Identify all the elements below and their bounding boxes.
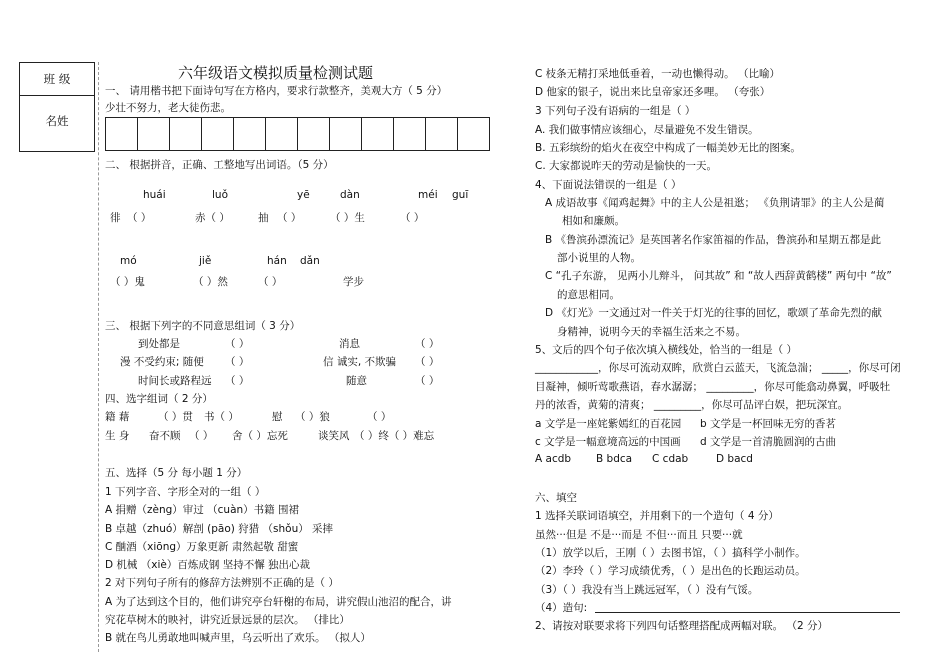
section-4-heading: 四、选字组词（ 2 分） (105, 393, 213, 405)
option[interactable]: C. 大家都说昨天的劳动是愉快的一天。 (535, 160, 718, 172)
word-blank[interactable]: （ ）鬼 (110, 276, 145, 288)
question: 5、文后的四个句子依次填入横线处，恰当的一组是（ ） (535, 344, 798, 356)
name-label: 名姓 (45, 114, 69, 128)
word-blank[interactable]: （ ） (400, 212, 425, 224)
option[interactable]: A. 我们做事情应该细心，尽量避免不发生错误。 (535, 124, 759, 136)
meaning-text: 随意 (346, 375, 367, 387)
question: 1 下列字音、字形全对的一组（ ） (105, 486, 266, 498)
option[interactable]: C “孔子东游， 见两小儿辩斗， 问其故” 和 “故人西辞黄鹤楼” 两句中 “故” (545, 270, 892, 282)
passage-line: 丹的浓香，黄菊的清爽； _________，你尽可品评白娱，把玩深宜。 (535, 399, 849, 411)
answer-blank[interactable]: （ ） (225, 356, 250, 368)
option-cont: 部小说里的人物。 (557, 252, 641, 264)
fill-blank: 慰 (272, 411, 283, 423)
fill-blank[interactable]: （ ） (189, 430, 214, 442)
grid-cell[interactable] (106, 118, 138, 150)
binding-line (98, 62, 99, 652)
option[interactable]: B. 五彩缤纷的焰火在夜空中构成了一幅美妙无比的图案。 (535, 142, 801, 154)
sentence-option: d 文学是一首清脆圆润的古曲 (700, 436, 837, 448)
meaning-text: 到处都是 (138, 338, 180, 350)
fill-blank[interactable]: 书（ ） (204, 411, 239, 423)
fill-blank: 谈笑风 (318, 430, 350, 442)
answer-option[interactable]: C cdab (652, 453, 689, 465)
pinyin: yē (297, 189, 310, 201)
grid-cell[interactable] (202, 118, 234, 150)
word-blank: 学步 (343, 276, 364, 288)
option[interactable]: A 捐赠（zèng）审过 （cuàn）书籍 围裙 (105, 504, 300, 516)
poem-line: 少壮不努力，老大徒伤悲。 (105, 102, 231, 114)
pinyin: méi (418, 189, 438, 201)
grid-cell[interactable] (266, 118, 298, 150)
section-1-heading: 一、 请用楷书把下面诗句写在方格内，要求行款整齐，美观大方（ 5 分） (105, 85, 448, 97)
pinyin: mó (120, 255, 137, 267)
option-cont: 身精神，说明今天的幸福生活来之不易。 (557, 326, 746, 338)
fill-blank[interactable]: （ ）终（ ）难忘 (354, 430, 435, 442)
meaning-text: 漫 不受约束; 随便 (120, 356, 204, 368)
answer-blank[interactable]: （ ） (225, 375, 250, 387)
option-cont: 究花草树木的映衬，讲究近景远景的层次。 （排比） (105, 614, 350, 626)
sentence-option: a 文学是一座姹紫嫣红的百花园 (535, 418, 682, 430)
pinyin: luǒ (212, 189, 228, 201)
pinyin: jiě (199, 255, 212, 267)
option[interactable]: C 酗酒（xiōng）万象更新 肃然起敬 甜蜜 (105, 541, 299, 553)
word-blank: 抽 (258, 212, 269, 224)
fill-blank[interactable]: （ ） (367, 411, 392, 423)
word-blank[interactable]: （ ） (277, 212, 302, 224)
option[interactable]: B 卓越（zhuó）解剖 (pāo) 狩猎 （shǒu） 采摔 (105, 523, 334, 535)
grid-cell[interactable] (298, 118, 330, 150)
question: 1 选择关联词语填空，并用剩下的一个造句（ 4 分） (535, 510, 779, 522)
meaning-text: 时间长或路程远 (138, 375, 212, 387)
question: 2、请按对联要求将下列四句话整理搭配成两幅对联。 （2 分） (535, 620, 829, 632)
sentence-option: b 文学是一杯回味无穷的香茗 (700, 418, 837, 430)
answer-blank[interactable]: （ ） (415, 356, 440, 368)
passage-line: 目凝神，倾听莺歌燕语，春水潺潺； _________，你尽可能翕动鼻翼，呼吸牡 (535, 381, 891, 393)
pinyin: huái (143, 189, 166, 201)
answer-blank[interactable]: （ ） (415, 338, 440, 350)
option[interactable]: D 机械 （xiè）百炼成钢 坚持不懈 独出心裁 (105, 559, 311, 571)
grid-cell[interactable] (234, 118, 266, 150)
pinyin: hán (267, 255, 287, 267)
fill-blank: 奋不顾 (149, 430, 181, 442)
grid-cell[interactable] (458, 118, 490, 150)
fill-item[interactable]: （3）（ ）我没有当上跳远冠军，（ ）没有气馁。 (535, 584, 759, 596)
question: 3 下列句子没有语病的一组是（ ） (535, 105, 696, 117)
section-5-heading: 五、选择（5 分 每小题 1 分） (105, 467, 248, 479)
word-blank[interactable]: （ ） (127, 212, 152, 224)
word-blank[interactable]: （ ）然 (193, 276, 228, 288)
passage-line: ____________，你尽可流动双眸，欣赏白云蓝天，飞流急湍； _____，你尽可闭 (535, 362, 901, 374)
option-cont: 的意思相同。 (557, 289, 620, 301)
fill-blank[interactable]: （ ）狼 (295, 411, 330, 423)
fill-item: （4）造句: (535, 602, 588, 614)
char-pair: 生 身 (105, 430, 130, 442)
option[interactable]: D 他家的银子，说出来比皇帝家还多哩。 （夸张） (535, 86, 771, 98)
fill-item[interactable]: （2）李玲（ ）学习成绩优秀，（ ）是出色的长跑运动员。 (535, 565, 806, 577)
box-divider (20, 95, 94, 96)
option[interactable]: A 成语故事《闻鸡起舞》中的主人公是祖逖； 《负荆请罪》的主人公是蔺 (545, 197, 885, 209)
answer-blank[interactable]: （ ） (415, 375, 440, 387)
fill-blank[interactable]: （ ）贯 (158, 411, 193, 423)
option[interactable]: B 就在鸟儿勇敢地叫喊声里，乌云听出了欢乐。 （拟人） (105, 632, 371, 644)
answer-blank[interactable]: （ ） (225, 338, 250, 350)
grid-cell[interactable] (426, 118, 458, 150)
meaning-text: 消息 (339, 338, 360, 350)
option[interactable]: D 《灯光》一文通过对一件关于灯光的往事的回忆，歌颂了革命先烈的献 (545, 307, 882, 319)
word-blank: 徘 (110, 212, 121, 224)
grid-cell[interactable] (138, 118, 170, 150)
writing-grid[interactable] (105, 117, 490, 151)
pinyin: dǎn (300, 255, 320, 267)
question: 4、下面说法错误的一组是（ ） (535, 179, 682, 191)
answer-option[interactable]: D bacd (716, 453, 753, 465)
section-2-heading: 二、 根据拼音，正确、工整地写出词语。（5 分） (105, 159, 334, 171)
class-label: 班 级 (43, 72, 71, 86)
pinyin: dàn (340, 189, 360, 201)
answer-option[interactable]: B bdca (596, 453, 633, 465)
fill-blank[interactable]: 舍（ ）忘死 (232, 430, 288, 442)
option[interactable]: C 枝条无精打采地低垂着，一动也懒得动。 （比喻） (535, 68, 781, 80)
grid-cell[interactable] (170, 118, 202, 150)
grid-cell[interactable] (362, 118, 394, 150)
word-blank[interactable]: （ ）生 (330, 212, 365, 224)
fill-item[interactable]: （1）放学以后，王刚（ ）去图书馆，（ ）搞科学小制作。 (535, 547, 806, 559)
class-name-box (19, 62, 95, 152)
pinyin: guī (452, 189, 469, 201)
word-blank[interactable]: （ ） (258, 276, 283, 288)
grid-cell[interactable] (330, 118, 362, 150)
word-bank: 虽然···但是 不是···而是 不但···而且 只要···就 (535, 529, 743, 541)
grid-cell[interactable] (394, 118, 426, 150)
section-6-heading: 六、填空 (535, 492, 577, 504)
meaning-text: 信 诚实, 不欺骗 (323, 356, 397, 368)
sentence-option: c 文学是一幅意境高远的中国画 (535, 436, 681, 448)
sentence-answer-line[interactable] (595, 612, 900, 613)
char-pair: 籍 藉 (105, 411, 130, 423)
word-blank[interactable]: 赤（ ） (195, 212, 230, 224)
question: 2 对下列句子所有的修辞方法辨别不正确的是（ ） (105, 577, 339, 589)
answer-option[interactable]: A acdb (535, 453, 572, 465)
page-title: 六年级语文模拟质量检测试题 (178, 64, 374, 82)
option-cont: 相如和廉颇。 (562, 215, 625, 227)
section-3-heading: 三、 根据下列字的不同意思组词（ 3 分） (105, 320, 301, 332)
option[interactable]: B 《鲁滨孙漂流记》是英国著名作家笛福的作品，鲁滨孙和星期五都是此 (545, 234, 882, 246)
option[interactable]: A 为了达到这个目的，他们讲究亭台轩榭的布局，讲究假山池沼的配合，讲 (105, 596, 452, 608)
